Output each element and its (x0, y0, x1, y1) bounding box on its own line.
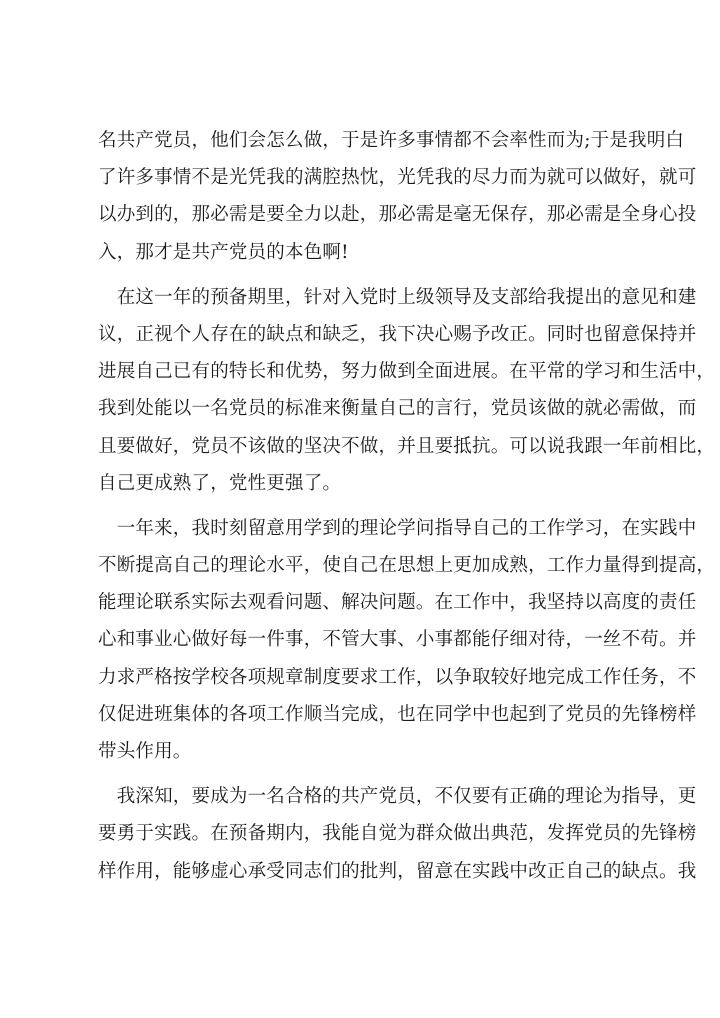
text-line: 名共产党员，他们会怎么做，于是许多事情都不会率性而为;于是我明白 (98, 130, 685, 151)
document-body (98, 122, 716, 890)
paragraph-gap (98, 770, 630, 778)
text-line: 入，那才是共产党员的本色啊! (98, 241, 349, 263)
text-line: 仅促进班集体的各项工作顺当完成，也在同学中也起到了党员的先锋榜样 (98, 703, 697, 725)
text-line: 进展自己已有的特长和优势，努力做到全面进展。在平常的学习和生活中， (98, 361, 716, 383)
paragraph (98, 279, 716, 502)
text-line: 要勇于实践。在预备期内，我能自觉为群众做出典范，发挥党员的先锋榜 (98, 823, 697, 845)
text-line: 心和事业心做好每一件事，不管大事、小事都能仔细对待，一丝不苟。并 (98, 629, 697, 651)
text-line: 力求严格按学校各项规章制度要求工作，以争取较好地完成工作任务，不 (98, 666, 697, 688)
text-line: 带头作用。 (98, 741, 192, 762)
text-line: 了许多事情不是光凭我的满腔热忱，光凭我的尽力而为就可以做好，就可 (98, 167, 697, 189)
text-line: 议，正视个人存在的缺点和缺乏，我下决心赐予改正。同时也留意保持并 (98, 323, 697, 345)
text-line: 且要做好，党员不该做的坚决不做，并且要抵抗。可以说我跟一年前相比， (98, 435, 716, 457)
text-line: 在这一年的预备期里，针对入党时上级领导及支部给我提出的意见和建 (98, 286, 697, 308)
text-line: 一年来，我时刻留意用学到的理论学问指导自己的工作学习，在实践中 (98, 517, 697, 539)
paragraph-gap (98, 502, 630, 510)
paragraph-gap (98, 271, 630, 279)
text-line: 以办到的，那必需是要全力以赴，那必需是毫无保存，那必需是全身心投 (98, 204, 697, 226)
paragraph (98, 510, 716, 770)
text-line: 能理论联系实际去观看问题、解决问题。在工作中，我坚持以高度的责任 (98, 592, 697, 614)
text-line: 自己更成熟了，党性更强了。 (98, 472, 342, 494)
text-line: 样作用，能够虚心承受同志们的批判，留意在实践中改正自己的缺点。我 (98, 860, 697, 882)
paragraph (98, 778, 697, 890)
text-line: 我深知，要成为一名合格的共产党员，不仅要有正确的理论为指导，更 (98, 786, 697, 808)
text-line: 不断提高自己的理论水平，使自己在思想上更加成熟，工作力量得到提高， (98, 555, 716, 577)
text-line: 我到处能以一名党员的标准来衡量自己的言行，党员该做的就必需做，而 (98, 398, 697, 420)
paragraph (98, 122, 697, 271)
